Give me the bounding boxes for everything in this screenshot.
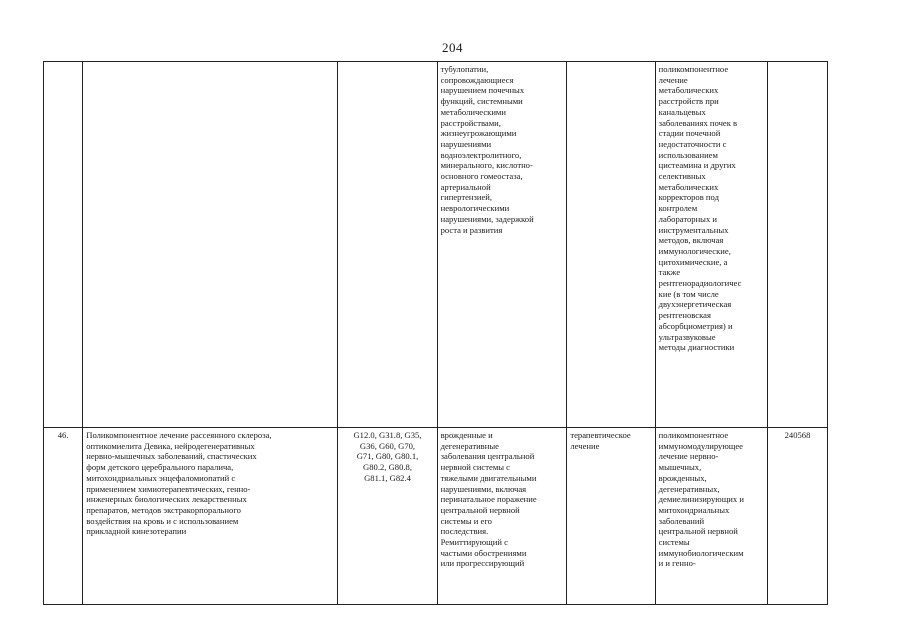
treatment-method-cell: поликомпонентное иммуномодулирующее лечение нервно- мышечных, врожденных, дегенеративных, демиелинизирующих и митохондриальных заболеваний центральной нервной системы иммунобиологическим и и генно-	[655, 428, 767, 605]
care-name-cell: Поликомпонентное лечение рассеянного склероза, оптикомиелита Девика, нейродегенеративных нервно-мышечных заболеваний, спастических форм детского церебрального паралича, митохондриальных энцефаломиопатий с применением химиотерапевтических, генно- инженерных биологических лекарственных препаратов, методов экстракорпорального воздействия на кровь и с использованием прикладной кинезотерапии	[83, 428, 338, 605]
table-row	[44, 428, 828, 605]
treatment-method-cell: поликомпонентное лечение метаболических расстройств при канальцевых заболеваниях почек в стадии почечной недостаточности с использованием цистеамина и других селективных метаболических корректоров под контролем лабораторных и инструментальных методов, включая иммунологические, цитохимические, а также рентгенорадиологичес кие (в том числе двухэнергетическая рентгеновская абсорбциометрия) и ультразвуковые методы диагностики	[655, 62, 767, 428]
icd-codes-cell: G12.0, G31.8, G35, G36, G60, G70, G71, G80, G80.1, G80.2, G80.8, G81.1, G82.4	[338, 428, 437, 605]
cost-cell	[767, 62, 827, 428]
cost-cell: 240568	[767, 428, 827, 605]
table-row	[44, 62, 828, 428]
patient-model-cell: тубулопатии, сопровождающиеся нарушением почечных функций, системными метаболическими расстройствами, жизнеугрожающими нарушениями водноэлектролитного, минерального, кислотно- основного гомеостаза, артериальной гипертензией, неврологическими нарушениями, задержкой роста и развития	[437, 62, 567, 428]
treatment-type-cell	[567, 62, 655, 428]
treatment-type-cell: терапевтическое лечение	[567, 428, 655, 605]
care-name-cell	[83, 62, 338, 428]
patient-model-cell: врожденные и дегенеративные заболевания центральной нервной системы с тяжелыми двигательными нарушениями, включая перинатальное поражение центральной нервной системы и его последствия. Ремиттирующий с частыми обострениями или прогрессирующий	[437, 428, 567, 605]
icd-codes-cell	[338, 62, 437, 428]
page-number: 204	[442, 40, 463, 55]
medical-care-table	[43, 61, 828, 605]
row-number-cell	[44, 62, 83, 428]
row-number-cell: 46.	[44, 428, 83, 605]
